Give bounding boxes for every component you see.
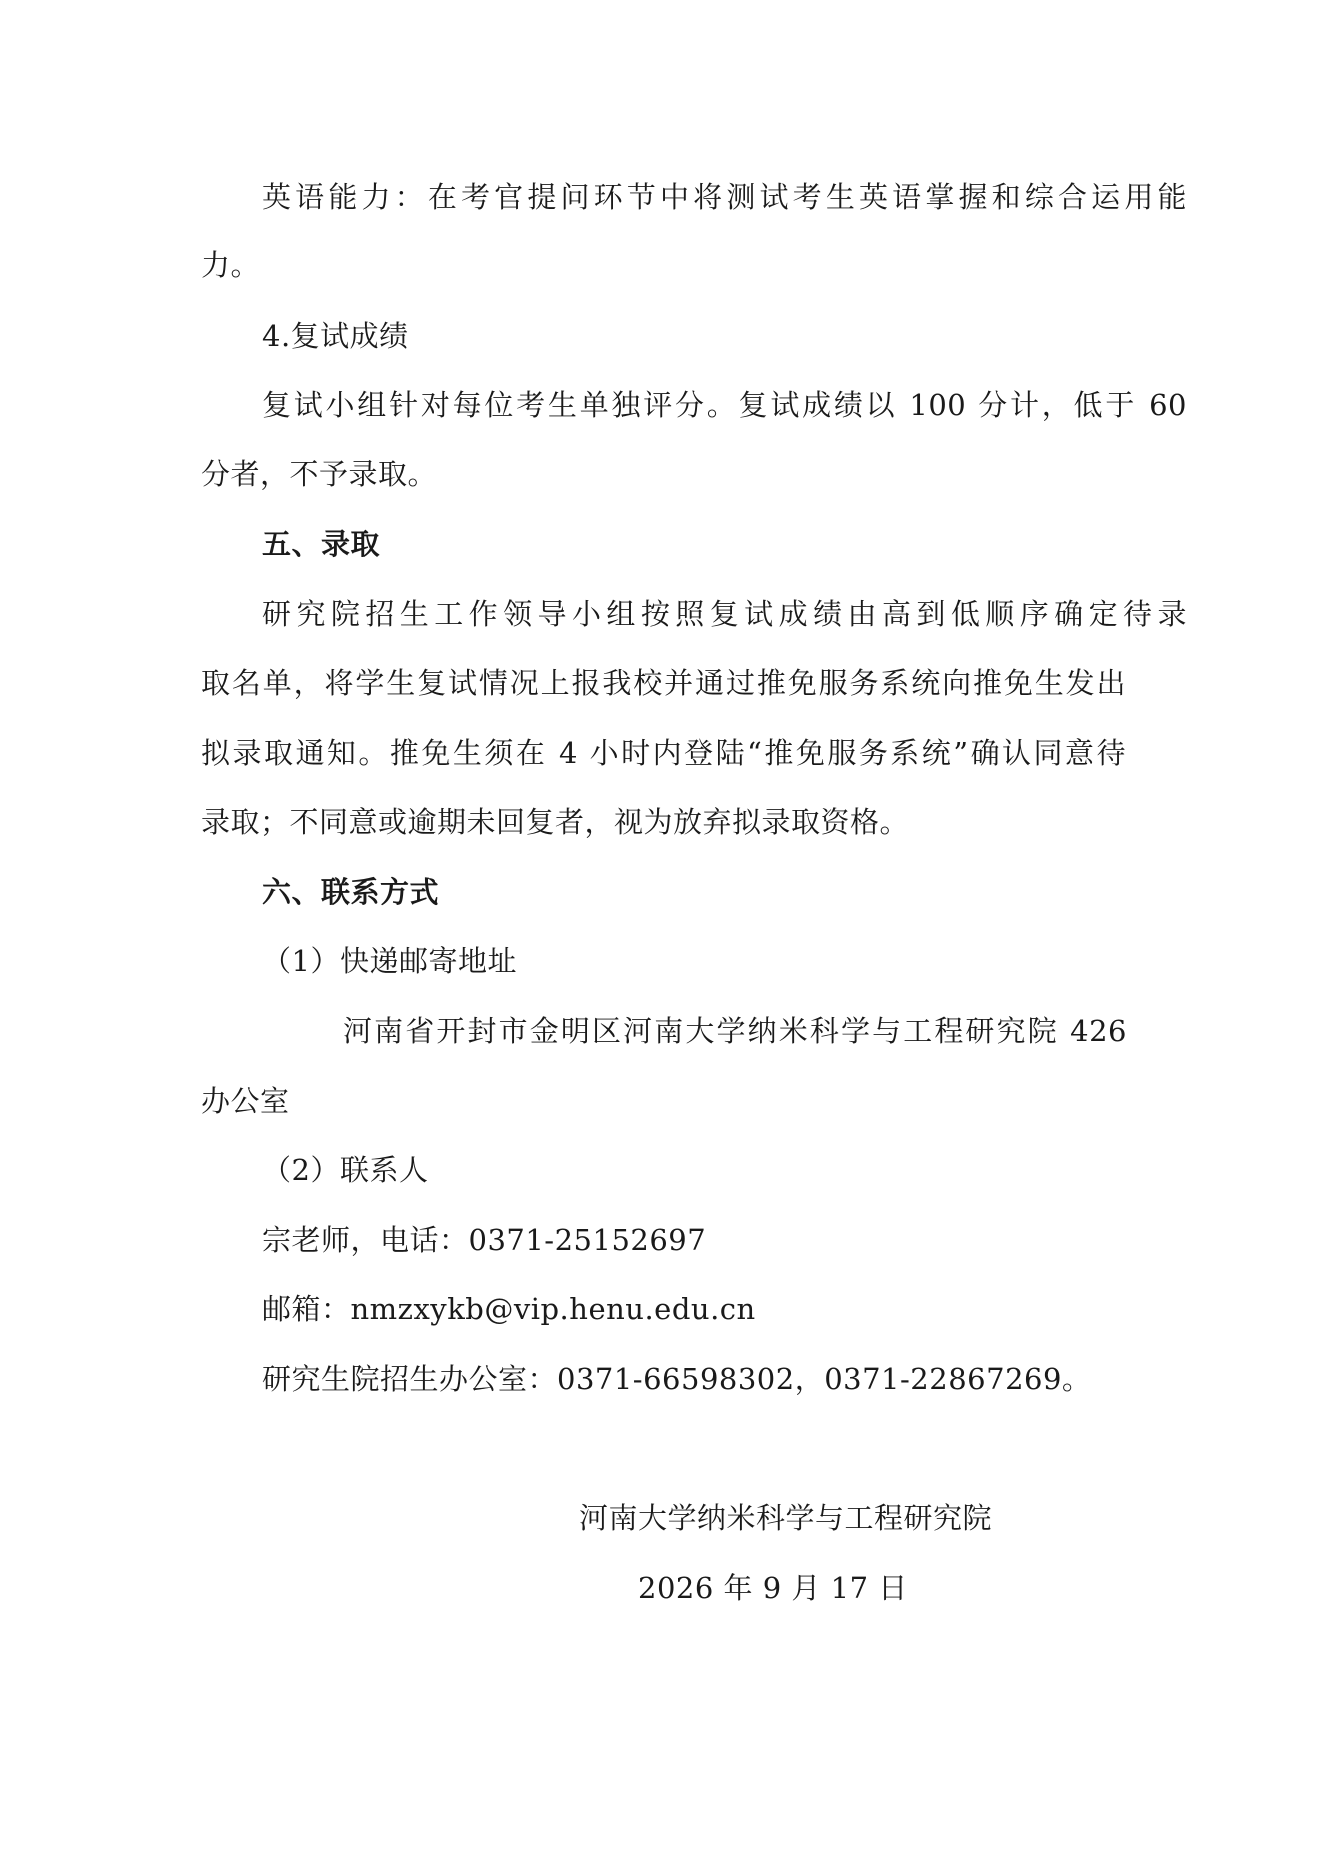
contact-person-heading: （2）联系人 <box>262 1153 429 1187</box>
signature-organization: 河南大学纳米科学与工程研究院 <box>579 1501 993 1535</box>
signature-date: 2026 年 9 月 17 日 <box>638 1571 908 1605</box>
score-line-1: 复试小组针对每位考生单独评分。复试成绩以 100 分计，低于 60 <box>262 388 1187 422</box>
admission-line-4: 录取；不同意或逾期未回复者，视为放弃拟录取资格。 <box>201 805 910 839</box>
admission-line-3: 拟录取通知。推免生须在 4 小时内登陆“推免服务系统”确认同意待 <box>201 736 1126 770</box>
teacher-phone: 宗老师，电话：0371-25152697 <box>262 1223 707 1257</box>
graduate-office-phones: 研究生院招生办公室：0371-66598302，0371-22867269。 <box>262 1362 1092 1396</box>
admission-line-1: 研究院招生工作领导小组按照复试成绩由高到低顺序确定待录 <box>262 597 1187 631</box>
english-ability-line-2: 力。 <box>201 248 261 282</box>
admission-line-2: 取名单，将学生复试情况上报我校并通过推免服务系统向推免生发出 <box>201 666 1126 700</box>
section-4-heading: 4.复试成绩 <box>262 319 409 353</box>
score-line-2: 分者，不予录取。 <box>201 457 438 491</box>
section-5-heading: 五、录取 <box>262 527 381 561</box>
address-line-1: 河南省开封市金明区河南大学纳米科学与工程研究院 426 <box>343 1014 1127 1048</box>
contact-email: 邮箱：nmzxykb@vip.henu.edu.cn <box>262 1292 756 1326</box>
english-ability-line-1: 英语能力：在考官提问环节中将测试考生英语掌握和综合运用能 <box>262 180 1187 214</box>
address-line-2: 办公室 <box>201 1084 290 1118</box>
section-6-heading: 六、联系方式 <box>262 875 440 909</box>
mail-address-heading: （1）快递邮寄地址 <box>262 944 517 978</box>
